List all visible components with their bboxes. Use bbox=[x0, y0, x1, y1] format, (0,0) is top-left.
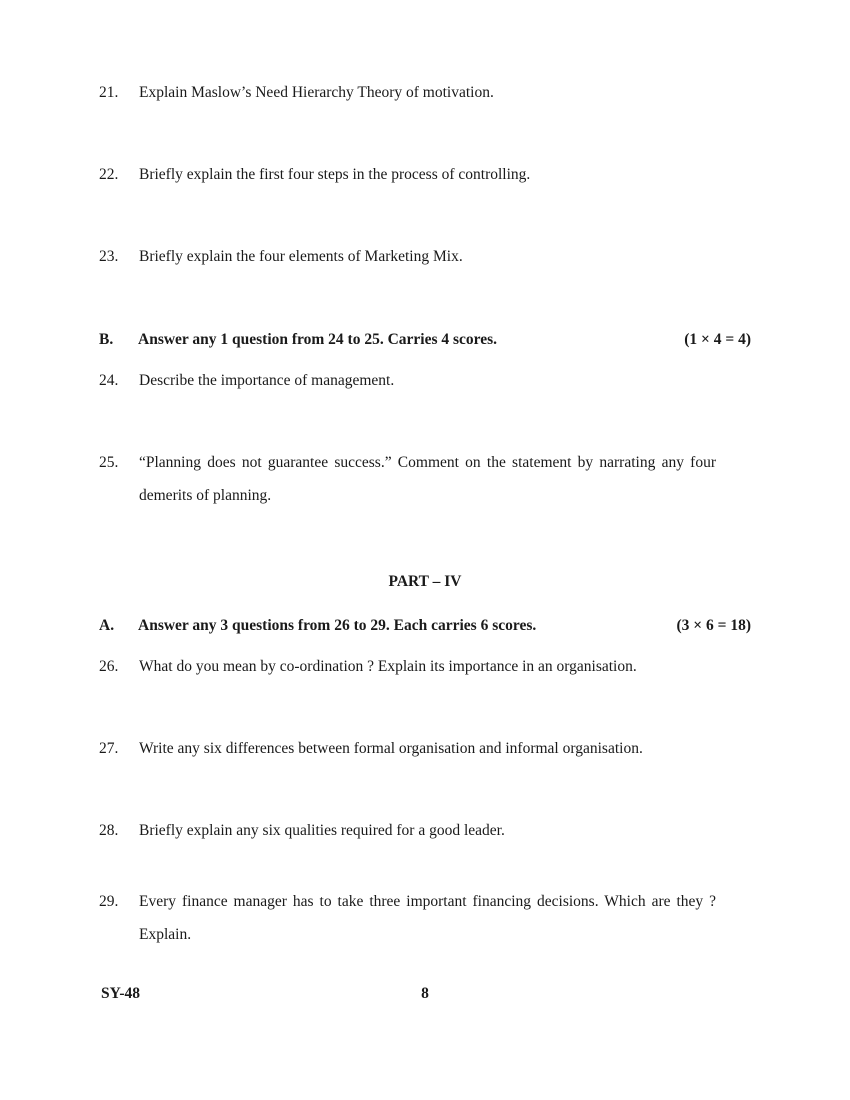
question-number: 28. bbox=[99, 822, 119, 839]
question-number: 26. bbox=[99, 658, 119, 675]
section-instruction: Answer any 3 questions from 26 to 29. Each carries 6 scores. bbox=[138, 617, 537, 634]
question-text: Explain Maslow’s Need Hierarchy Theory of motivation. bbox=[139, 84, 494, 101]
question-text: Every finance manager has to take three important financing decisions. Which are they ? Explain. bbox=[139, 893, 716, 943]
paper-code: SY-48 bbox=[101, 985, 141, 1002]
question-number: 25. bbox=[99, 454, 119, 471]
question-number: 23. bbox=[99, 248, 119, 265]
section-marks: (1 × 4 = 4) bbox=[684, 331, 751, 348]
section-marks: (3 × 6 = 18) bbox=[676, 617, 751, 634]
question-text: Briefly explain any six qualities required for a good leader. bbox=[139, 822, 505, 839]
section-letter: B. bbox=[99, 331, 114, 348]
question-text: “Planning does not guarantee success.” Comment on the statement by narrating any four demerits of planning. bbox=[139, 454, 716, 504]
question-text: Briefly explain the first four steps in the process of controlling. bbox=[139, 166, 531, 183]
question-number: 21. bbox=[99, 84, 119, 101]
question-number: 24. bbox=[99, 372, 119, 389]
question-text: What do you mean by co-ordination ? Explain its importance in an organisation. bbox=[139, 658, 637, 675]
part-heading: PART – IV bbox=[388, 573, 462, 590]
question-number: 29. bbox=[99, 893, 119, 910]
page-number: 8 bbox=[421, 985, 429, 1002]
section-letter: A. bbox=[99, 617, 115, 634]
question-text: Describe the importance of management. bbox=[139, 372, 395, 389]
question-number: 22. bbox=[99, 166, 119, 183]
question-number: 27. bbox=[99, 740, 119, 757]
section-instruction: Answer any 1 question from 24 to 25. Carries 4 scores. bbox=[138, 331, 498, 348]
question-text: Write any six differences between formal organisation and informal organisation. bbox=[139, 740, 643, 757]
question-text: Briefly explain the four elements of Marketing Mix. bbox=[139, 248, 463, 265]
